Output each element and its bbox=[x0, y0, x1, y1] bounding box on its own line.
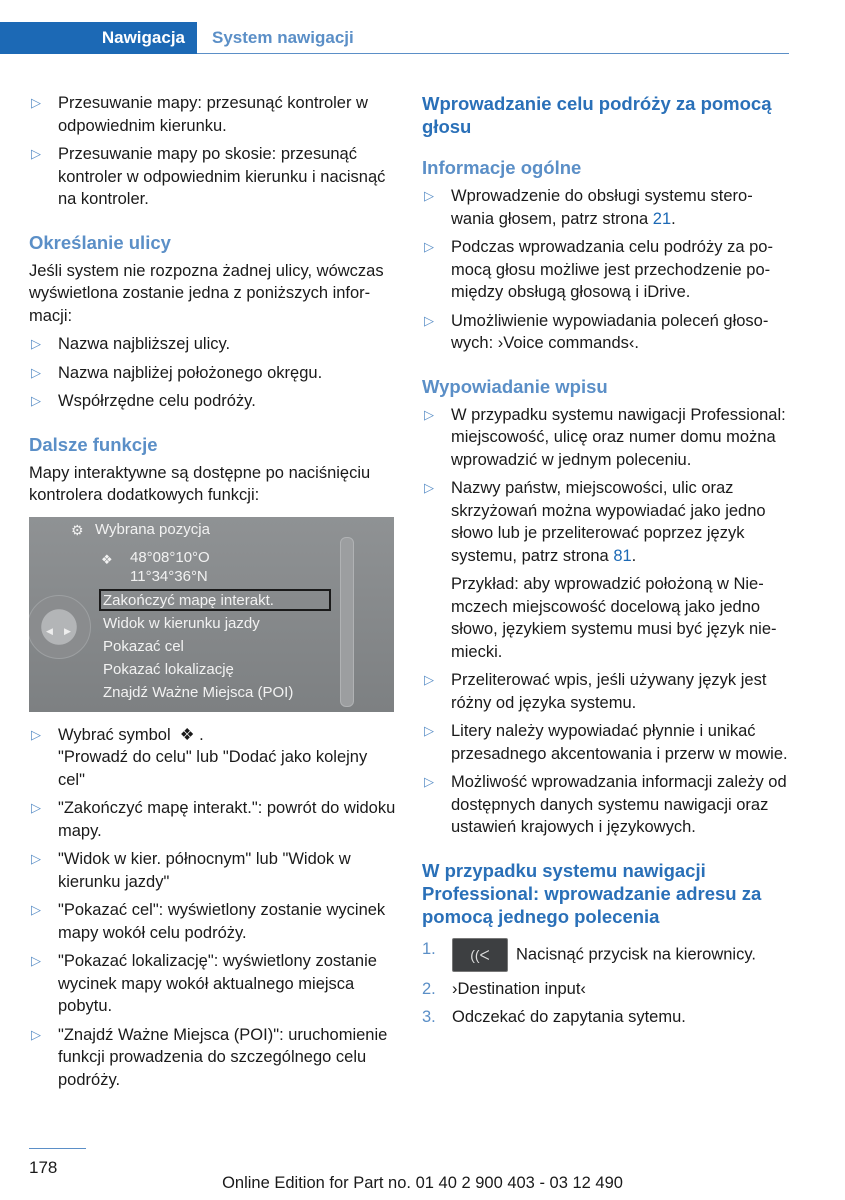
list-item: ▷ "Zakończyć mapę interakt.": powrót do widoku mapy. bbox=[31, 799, 396, 840]
triangle-bullet-icon: ▷ bbox=[424, 774, 434, 789]
arrow-left-icon: ◀ bbox=[46, 625, 53, 636]
list-item: 1. ((ᐸ Nacisnąć przycisk na kierownicy. bbox=[422, 938, 790, 972]
triangle-bullet-icon: ▷ bbox=[31, 393, 41, 408]
triangle-bullet-icon: ▷ bbox=[424, 188, 434, 203]
flag-icon: ❖ bbox=[101, 551, 113, 567]
more-paragraph: Mapy interaktywne są dostępne po naciśnięciu kontrolera dodatkowych funkcji: bbox=[29, 463, 371, 504]
page-link[interactable]: 21 bbox=[652, 209, 672, 228]
list-item: ▷ "Znajdź Ważne Miejsca (POI)": uruchomienie funkcji prowadzenia do szczególnego celu podróży. bbox=[31, 1025, 388, 1089]
triangle-bullet-icon: ▷ bbox=[424, 723, 434, 738]
list-item: ▷ Możliwość wprowadzania informacji zależy od dostępnych danych systemu nawigacji oraz ustawień krajowych i językowych. bbox=[424, 773, 787, 836]
list-item: ▷ Nazwa najbliżej położonego okręgu. bbox=[29, 362, 397, 385]
triangle-bullet-icon: ▷ bbox=[31, 95, 41, 110]
page-link[interactable]: 81 bbox=[613, 546, 632, 565]
triangle-bullet-icon: ▷ bbox=[31, 726, 41, 742]
list-item: ▷ Przesuwanie mapy: przesunąć kontroler w odpowiednim kierunku. bbox=[31, 94, 368, 135]
triangle-bullet-icon: ▷ bbox=[31, 364, 41, 380]
triangle-bullet-icon: ▷ bbox=[31, 146, 41, 161]
screen-coord-2: 11°34°36°N bbox=[130, 567, 208, 585]
triangle-bullet-icon: ▷ bbox=[31, 902, 41, 917]
idrive-screen-image bbox=[29, 517, 394, 712]
screen-menu-item[interactable]: Widok w kierunku jazdy bbox=[103, 614, 260, 632]
section-heading-professional: W przypadku systemu nawigacji Professional: wprowadzanie adresu za pomocą jednego polecenia bbox=[422, 859, 762, 927]
list-item: ▷ Wybrać symbol ❖ . "Prowadź do celu" lub "Dodać jako kolejny cel" bbox=[31, 725, 368, 789]
triangle-bullet-icon: ▷ bbox=[424, 239, 434, 254]
header-tab bbox=[0, 22, 197, 54]
screen-title: Wybrana pozycja bbox=[95, 520, 210, 538]
triangle-bullet-icon: ▷ bbox=[31, 1026, 41, 1042]
list-item: ▷ Umożliwienie wypowiadania poleceń głosowych: ›Voice commands‹. bbox=[424, 311, 769, 352]
list-item: ▷ Nazwa najbliższej ulicy. bbox=[29, 333, 397, 356]
list-item: 2. ›Destination input‹ bbox=[422, 979, 586, 998]
footer-divider bbox=[29, 1148, 86, 1149]
triangle-bullet-icon: ▷ bbox=[424, 406, 434, 422]
list-item: ▷ Nazwy państw, miejscowości, ulic oraz skrzyżowań można wypowiadać jako jedno słowo lub je przeliterować poprzez język systemu, patrz strona 81. Przykład: aby wprowadzić położoną w Niemczech miejscowość docelową jako jedno słowo, językiem systemu musi być język niemiecki. bbox=[422, 477, 790, 663]
triangle-bullet-icon: ▷ bbox=[31, 953, 41, 968]
list-item: ▷ "Pokazać cel": wyświetlony zostanie wycinek mapy wokół celu podróży. bbox=[31, 901, 386, 942]
header-section-label: System nawigacji bbox=[212, 28, 354, 47]
triangle-bullet-icon: ▷ bbox=[424, 312, 434, 328]
arrow-right-icon: ▶ bbox=[64, 625, 71, 636]
triangle-bullet-icon: ▷ bbox=[31, 851, 41, 866]
speak-list bbox=[422, 404, 790, 839]
header-tab-label: Nawigacja bbox=[101, 28, 185, 47]
list-item: ▷ Litery należy wypowiadać płynnie i unikać przesadnego akcentowania i przerw w mowie. bbox=[424, 722, 788, 763]
general-list bbox=[422, 185, 790, 355]
screen-menu-item[interactable]: Pokazać cel bbox=[103, 637, 184, 655]
screen-menu-item[interactable]: Pokazać lokalizację bbox=[103, 660, 234, 678]
right-column bbox=[422, 92, 790, 1035]
page-number: 178 bbox=[29, 1158, 58, 1177]
left-column bbox=[29, 92, 397, 1097]
edition-text: Online Edition for Part no. 01 40 2 900 403 - 03 12 490 bbox=[222, 1174, 623, 1192]
street-paragraph: Jeśli system nie rozpozna żadnej ulicy, wówczas wyświetlona zostanie jedna z poniższych informacji: bbox=[29, 261, 384, 325]
section-heading-street: Określanie ulicy bbox=[29, 231, 171, 253]
header-divider bbox=[197, 53, 789, 54]
list-item: ▷ "Widok w kier. północnym" lub "Widok w kierunku jazdy" bbox=[31, 850, 351, 891]
section-heading-general: Informacje ogólne bbox=[422, 157, 582, 178]
triangle-bullet-icon: ▷ bbox=[31, 800, 41, 815]
flag-symbol-icon: ❖ bbox=[179, 725, 195, 744]
section-heading-speak: Wypowiadanie wpisu bbox=[422, 375, 608, 397]
list-item: ▷ Wprowadzenie do obsługi systemu sterowania głosem, patrz strona 21. bbox=[424, 187, 753, 228]
list-item: ▷ "Pokazać lokalizację": wyświetlony zostanie wycinek mapy wokół aktualnego miejsca pobytu. bbox=[31, 952, 377, 1015]
triangle-bullet-icon: ▷ bbox=[424, 672, 434, 687]
intro-list bbox=[29, 92, 397, 211]
list-item: ▷ Współrzędne celu podróży. bbox=[29, 390, 397, 413]
screen-title-icon: ⚙ bbox=[71, 521, 84, 538]
triangle-bullet-icon: ▷ bbox=[424, 480, 434, 495]
voice-button-icon: ((ᐸ bbox=[452, 938, 508, 972]
street-list bbox=[29, 333, 397, 413]
triangle-bullet-icon: ▷ bbox=[31, 336, 41, 351]
function-list bbox=[29, 724, 397, 1092]
screen-menu-item[interactable]: Znajdź Ważne Miejsca (POI) bbox=[103, 683, 294, 701]
example-paragraph: Przykład: aby wprowadzić położoną w Niemczech miejscowość docelową jako jedno słowo, językiem systemu musi być język niemiecki. bbox=[451, 575, 777, 661]
screen-scrollbar bbox=[340, 537, 354, 707]
steps-list bbox=[422, 938, 790, 1029]
screen-coord-1: 48°08°10°O bbox=[130, 548, 210, 566]
list-item: ▷ W przypadku systemu nawigacji Professional: miejscowość, ulicę oraz numer domu można wprowadzić w jednym poleceniu. bbox=[424, 405, 786, 469]
controller-knob-icon bbox=[29, 595, 91, 659]
screen-menu-item[interactable]: Zakończyć mapę interakt. bbox=[103, 591, 274, 609]
list-item: ▷ Przeliterować wpis, jeśli używany język jest różny od języka systemu. bbox=[424, 671, 767, 712]
list-item: ▷ Przesuwanie mapy po skosie: przesunąć kontroler w odpowiednim kierunku i nacisnąć na kontroler. bbox=[31, 145, 386, 208]
section-heading-more: Dalsze funkcje bbox=[29, 433, 158, 455]
list-item: ▷ Podczas wprowadzania celu podróży za pomocą głosu możliwe jest przechodzenie pomiędzy obsługą głosową i iDrive. bbox=[424, 238, 773, 301]
list-item: 3. Odczekać do zapytania sytemu. bbox=[422, 1008, 686, 1026]
main-heading: Wprowadzanie celu podróży za pomocą głosu bbox=[422, 93, 772, 137]
